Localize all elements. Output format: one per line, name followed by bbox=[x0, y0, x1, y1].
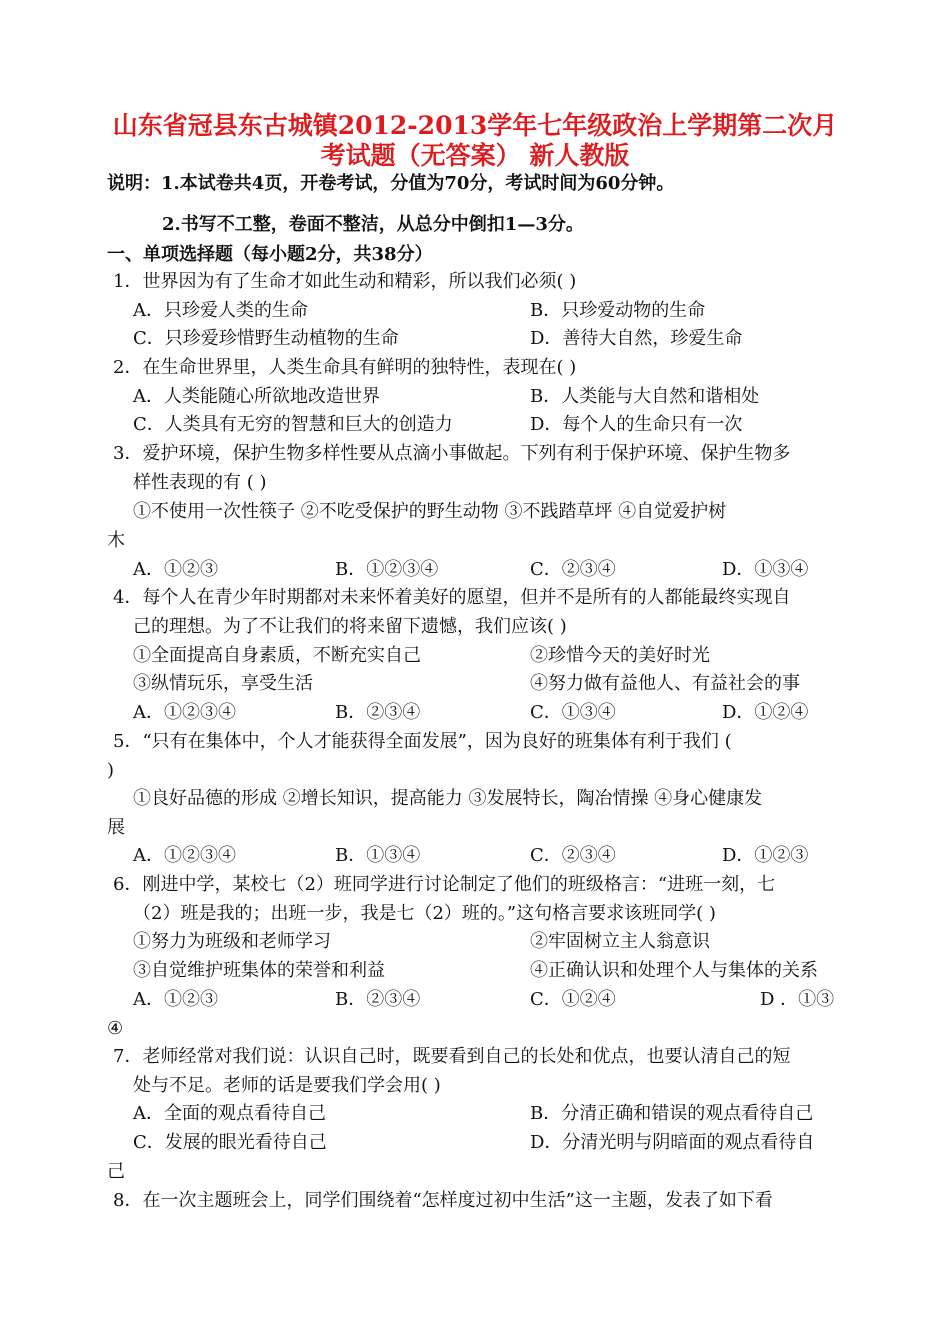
question-1-option-b: B．只珍爱动物的生命 bbox=[530, 300, 706, 321]
question-6-option-c: C．①②④ bbox=[530, 989, 616, 1010]
question-7-option-d-wrap: 己 bbox=[107, 1161, 125, 1182]
question-6-option-d: D ．①③ bbox=[760, 989, 835, 1010]
question-5-option-a: A．①②③④ bbox=[133, 845, 236, 866]
question-4-item-3: ③纵情玩乐，享受生活 bbox=[133, 673, 313, 694]
question-5-stem-line-1: 5．“只有在集体中，个人才能获得全面发展”，因为良好的班集体有利于我们 ( bbox=[113, 731, 732, 752]
question-6-option-b: B．②③④ bbox=[335, 989, 421, 1010]
question-5-option-c: C．②③④ bbox=[530, 845, 616, 866]
question-5-stem-line-2: ) bbox=[107, 760, 115, 781]
question-4-stem-line-1: 4．每个人在青少年时期都对未来怀着美好的愿望，但并不是所有的人都能最终实现自 bbox=[113, 587, 791, 608]
question-1-option-a: A．只珍爱人类的生命 bbox=[133, 300, 308, 321]
question-5-option-d: D．①②③ bbox=[722, 845, 809, 866]
question-1-option-c: C．只珍爱珍惜野生动植物的生命 bbox=[133, 328, 399, 349]
question-3-items-wrap: 木 bbox=[107, 530, 125, 551]
question-3-stem-line-2: 样性表现的有 ( ) bbox=[133, 472, 267, 493]
question-3-option-d: D．①③④ bbox=[722, 559, 809, 580]
question-3-option-c: C．②③④ bbox=[530, 559, 616, 580]
question-6-item-2: ②牢固树立主人翁意识 bbox=[530, 931, 710, 952]
question-5-items-wrap: 展 bbox=[107, 817, 125, 838]
question-7-option-b: B．分清正确和错误的观点看待自己 bbox=[530, 1103, 814, 1124]
question-7-stem-line-2: 处与不足。老师的话是要我们学会用( ) bbox=[133, 1075, 441, 1096]
question-2-stem: 2．在生命世界里，人类生命具有鲜明的独特性，表现在( ) bbox=[113, 357, 577, 378]
question-1-option-d: D．善待大自然，珍爱生命 bbox=[530, 328, 743, 349]
question-2-option-c: C．人类具有无穷的智慧和巨大的创造力 bbox=[133, 414, 453, 435]
document-title-line-1: 山东省冠县东古城镇2012-2013学年七年级政治上学期第二次月 bbox=[112, 111, 838, 140]
question-4-option-a: A．①②③④ bbox=[133, 702, 236, 723]
document-title-line-2: 考试题（无答案） 新人教版 bbox=[320, 141, 630, 170]
question-2-option-b: B．人类能与大自然和谐相处 bbox=[530, 386, 760, 407]
note-1: 说明：1.本试卷共4页，开卷考试，分值为70分，考试时间为60分钟。 bbox=[107, 173, 675, 194]
question-2-option-d: D．每个人的生命只有一次 bbox=[530, 414, 743, 435]
question-6-stem-line-1: 6．刚进中学，某校七（2）班同学进行讨论制定了他们的班级格言：“进班一刻，七 bbox=[113, 874, 776, 895]
question-4-stem-line-2: 己的理想。为了不让我们的将来留下遗憾，我们应该( ) bbox=[133, 616, 567, 637]
question-6-option-a: A．①②③ bbox=[133, 989, 218, 1010]
note-2: 2.书写不工整，卷面不整洁，从总分中倒扣1—3分。 bbox=[162, 214, 584, 235]
question-6-item-1: ①努力为班级和老师学习 bbox=[133, 931, 331, 952]
section-heading: 一、单项选择题（每小题2分，共38分） bbox=[107, 244, 433, 265]
question-7-option-d: D．分清光明与阴暗面的观点看待自 bbox=[530, 1132, 815, 1153]
question-7-stem-line-1: 7．老师经常对我们说：认识自己时，既要看到自己的长处和优点，也要认清自己的短 bbox=[113, 1046, 791, 1067]
question-3-option-b: B．①②③④ bbox=[335, 559, 439, 580]
question-7-option-a: A．全面的观点看待自己 bbox=[133, 1103, 326, 1124]
question-5-option-b: B．①③④ bbox=[335, 845, 421, 866]
question-6-item-3: ③自觉维护班集体的荣誉和利益 bbox=[133, 960, 385, 981]
question-4-item-2: ②珍惜今天的美好时光 bbox=[530, 645, 710, 666]
question-3-items: ①不使用一次性筷子 ②不吃受保护的野生动物 ③不践踏草坪 ④自觉爱护树 bbox=[133, 501, 727, 522]
question-3-stem-line-1: 3．爱护环境，保护生物多样性要从点滴小事做起。下列有利于保护环境、保护生物多 bbox=[113, 443, 791, 464]
question-3-option-a: A．①②③ bbox=[133, 559, 218, 580]
question-2-option-a: A．人类能随心所欲地改造世界 bbox=[133, 386, 380, 407]
question-7-option-c: C．发展的眼光看待自己 bbox=[133, 1132, 327, 1153]
question-5-items: ①良好品德的形成 ②增长知识，提高能力 ③发展特长，陶冶情操 ④身心健康发 bbox=[133, 788, 763, 809]
question-4-item-1: ①全面提高自身素质，不断充实自己 bbox=[133, 645, 421, 666]
question-4-option-c: C．①③④ bbox=[530, 702, 616, 723]
question-4-item-4: ④努力做有益他人、有益社会的事 bbox=[530, 673, 800, 694]
question-4-option-b: B．②③④ bbox=[335, 702, 421, 723]
question-1-stem: 1．世界因为有了生命才如此生动和精彩，所以我们必须( ) bbox=[113, 271, 577, 292]
question-6-item-4: ④正确认识和处理个人与集体的关系 bbox=[530, 960, 818, 981]
question-6-option-d-wrap: ④ bbox=[107, 1018, 124, 1039]
question-8-stem-line-1: 8．在一次主题班会上，同学们围绕着“怎样度过初中生活”这一主题，发表了如下看 bbox=[113, 1190, 773, 1211]
question-6-stem-line-2: （2）班是我的；出班一步，我是七（2）班的。”这句格言要求该班同学( ) bbox=[133, 903, 716, 924]
question-4-option-d: D．①②④ bbox=[722, 702, 809, 723]
